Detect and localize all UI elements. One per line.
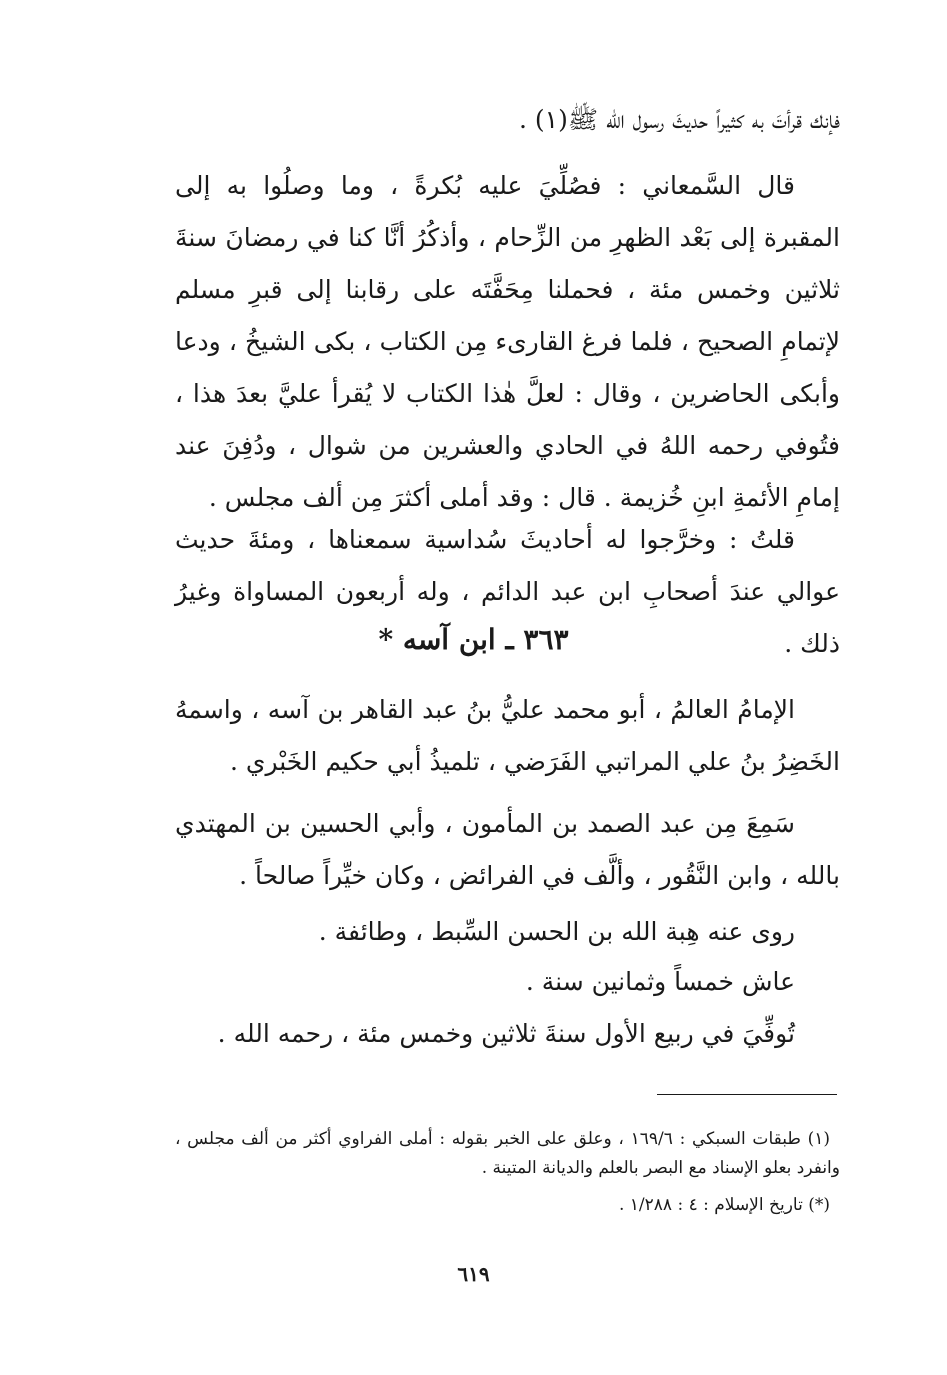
page-number: ٦١٩ (457, 1262, 490, 1286)
paragraph-author-note: قلتُ : وخرَّجوا له أحاديثَ سُداسية سمعناها ، ومئةَ حديث عوالي عندَ أصحابِ ابن عبد الدائم ، وله أربعون المساواة وغيرُ ذلك . (175, 525, 840, 658)
death-line: تُوفِّيَ في ربيع الأول سنةَ ثلاثين وخمس مئة ، رحمه الله . (217, 1019, 795, 1048)
paragraph-samani-quote: قال السَّمعاني : فصُلِّيَ عليه بُكرةً ، وما وصلُوا به إلى المقبرة إلى بَعْد الظهرِ من الزِّحام ، وأذكُرُ أنَّا كنا في رمضانَ سنةَ ثلاثين وخمس مئة ، فحملنا مِحَفَّتَه على رقابنا إلى قبرِ مسلم لإتمامِ الصحيح ، فلما فرغ القارىء مِن الكتاب ، بكى الشيخُ ، ودعا وأبكى الحاضرين ، وقال : لعلَّ هٰذا الكتاب لا يُقرأ عليَّ بعدَ هذا ، فتُوفي رحمه اللهُ في الحادي والعشرين من شوال ، ودُفِنَ عند إمامِ الأئمةِ ابنِ خُزيمة . قال : وقد أملى أكثرَ مِن ألف مجلس . (175, 171, 840, 512)
narrators-line: روى عنه هِبة الله بن الحسن السِّبط ، وطائفة . (318, 917, 795, 946)
paragraph-teachers: سَمِعَ مِن عبد الصمد بن المأمون ، وأبي الحسين بن المهتدي بالله ، وابن النَّقُور ، وألَّف في الفرائض ، وكان خيِّراً صالحاً . (175, 809, 840, 890)
opening-line: فإنك قرأتَ به كثيراً حديثَ رسول الله ﷺ(١) . (519, 105, 840, 134)
footnote-divider (657, 1094, 837, 1095)
lifespan-line: عاش خمساً وثمانين سنة . (525, 967, 795, 996)
paragraph-biography-name: الإمامُ العالمُ ، أبو محمد عليُّ بنُ عبد القاهر بن آسه ، واسمهُ الخَضِرُ بنُ علي المراتبي الفَرَضي ، تلميذُ أبي حكيم الخَبْري . (175, 695, 840, 776)
footnote-1: (١) طبقات السبكي : ١٦٩/٦ ، وعلق على الخبر بقوله : أملى الفراوي أكثر من ألف مجلس ، وانفرد بعلو الإسناد مع البصر بالعلم والديانة المتينة . (175, 1129, 840, 1178)
footnote-2: (*) تاريخ الإسلام : ٤ : ١/٢٨٨ . (618, 1195, 830, 1215)
biography-heading: ٣٦٣ ـ ابن آسه * (378, 623, 569, 656)
